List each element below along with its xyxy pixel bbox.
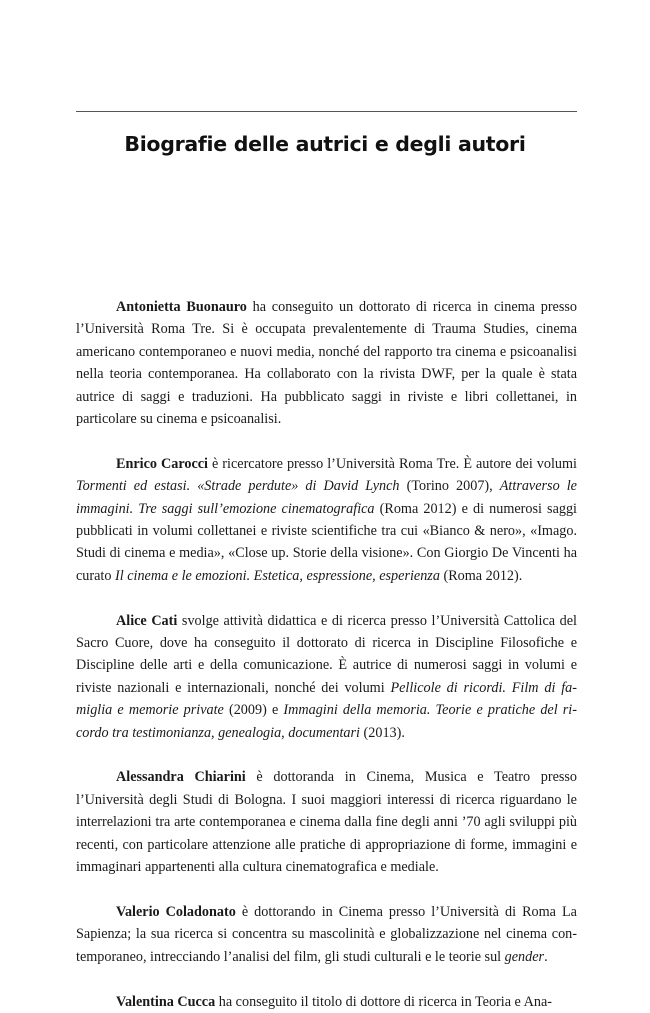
page-title: Biografie delle autrici e degli autori	[124, 132, 526, 156]
biography-text: svolge attività didattica e di ricerca presso l’Università Cattolica del Sacro Cuore, dove ha conseguito il dottorato di ricerca in Discipline Filosofiche e Discipline delle arti e della comunicazione. È autrice di numerosi saggi in volumi e riviste nazionali e internazionali, nonché dei volumi	[76, 612, 577, 696]
biography-text: è dottoranda in Cinema, Musica e Teatro presso l’Università degli Studi di Bologna. I suoi maggiori interessi di ricerca riguardano le interrelazioni tra arte contemporanea e cinema dalla fine degli anni ’70 agli sviluppi più recenti, con particolare attenzione alle pratiche di appropriazione di forme, immagini e immaginari appartenenti alla cultura cinematografica e mediale.	[76, 769, 577, 876]
italic-title: Tormenti ed estasi. «Strade perdute» di David Lynch	[76, 478, 400, 495]
author-name: Enrico Carocci	[116, 455, 208, 472]
biography-list	[76, 296, 577, 1013]
italic-title: gender	[504, 948, 545, 965]
biography-text: (Roma 2012) e di numerosi saggi pubblicati in volumi collettanei e riviste scientifiche tra cui «Bianco & nero», «Imago. Studi di cinema e media», «Close up. Storie della visione». Con Giorgio De Vincenti ha curato	[76, 500, 577, 584]
italic-title: Attraverso le immagini. Tre saggi sull’emozione cinematografica	[76, 478, 577, 517]
biography-text: .	[544, 948, 548, 965]
italic-title: Pellicole di ricordi. Film di famiglia e memorie private	[76, 679, 577, 719]
italic-title: Immagini della memoria. Teorie e pratiche del ricordo tra testimonianza, genealogia, documentari	[76, 702, 577, 741]
italic-title: Il cinema e le emozioni. Estetica, espressione, esperienza	[115, 567, 440, 584]
biography-text: (2009) e	[223, 702, 284, 719]
biography-paragraph	[76, 991, 577, 1013]
author-name: Antonietta Buonauro	[116, 299, 247, 315]
biography-paragraph	[76, 296, 577, 430]
author-name: Alessandra Chiarini	[116, 769, 246, 786]
biography-text: ha conseguito un dottorato di ricerca in cinema presso l’Università Roma Tre. Si è occupata prevalentemente di Trauma Studies, cinema americano contemporaneo e nuovi media, nonché del rapporto tra cinema e psicoanalisi nella teoria contemporanea. Ha collaborato con la rivista DWF, per la quale è stata autrice di saggi e traduzioni. Ha pubblicato saggi in riviste e libri collettanei, in particolare su cinema e psicoanalisi.	[76, 299, 577, 428]
biography-text: (2013).	[360, 724, 405, 741]
biography-paragraph	[76, 453, 577, 587]
header-rule	[76, 111, 577, 112]
biography-paragraph	[76, 766, 577, 878]
biography-text: (Roma 2012).	[439, 567, 523, 584]
author-name: Valerio Coladonato	[116, 903, 236, 920]
author-name: Alice Cati	[116, 612, 178, 629]
biography-text: (Torino 2007),	[399, 478, 500, 495]
biography-paragraph	[76, 901, 577, 968]
biography-text: ha conseguito il titolo di dottore di ricerca in Teoria e Ana-	[215, 993, 552, 1010]
biography-paragraph	[76, 610, 577, 744]
biography-text: è ricercatore presso l’Università Roma Tre. È autore dei volumi	[208, 455, 577, 472]
biography-text: è dottorando in Cinema presso l’Università di Roma La Sapienza; la sua ricerca si concentra su mascolinità e globalizzazione nel cinema contemporaneo, intrecciando l’analisi del film, gli studi culturali e le teorie sul	[76, 903, 577, 965]
author-name: Valentina Cucca	[116, 993, 216, 1010]
